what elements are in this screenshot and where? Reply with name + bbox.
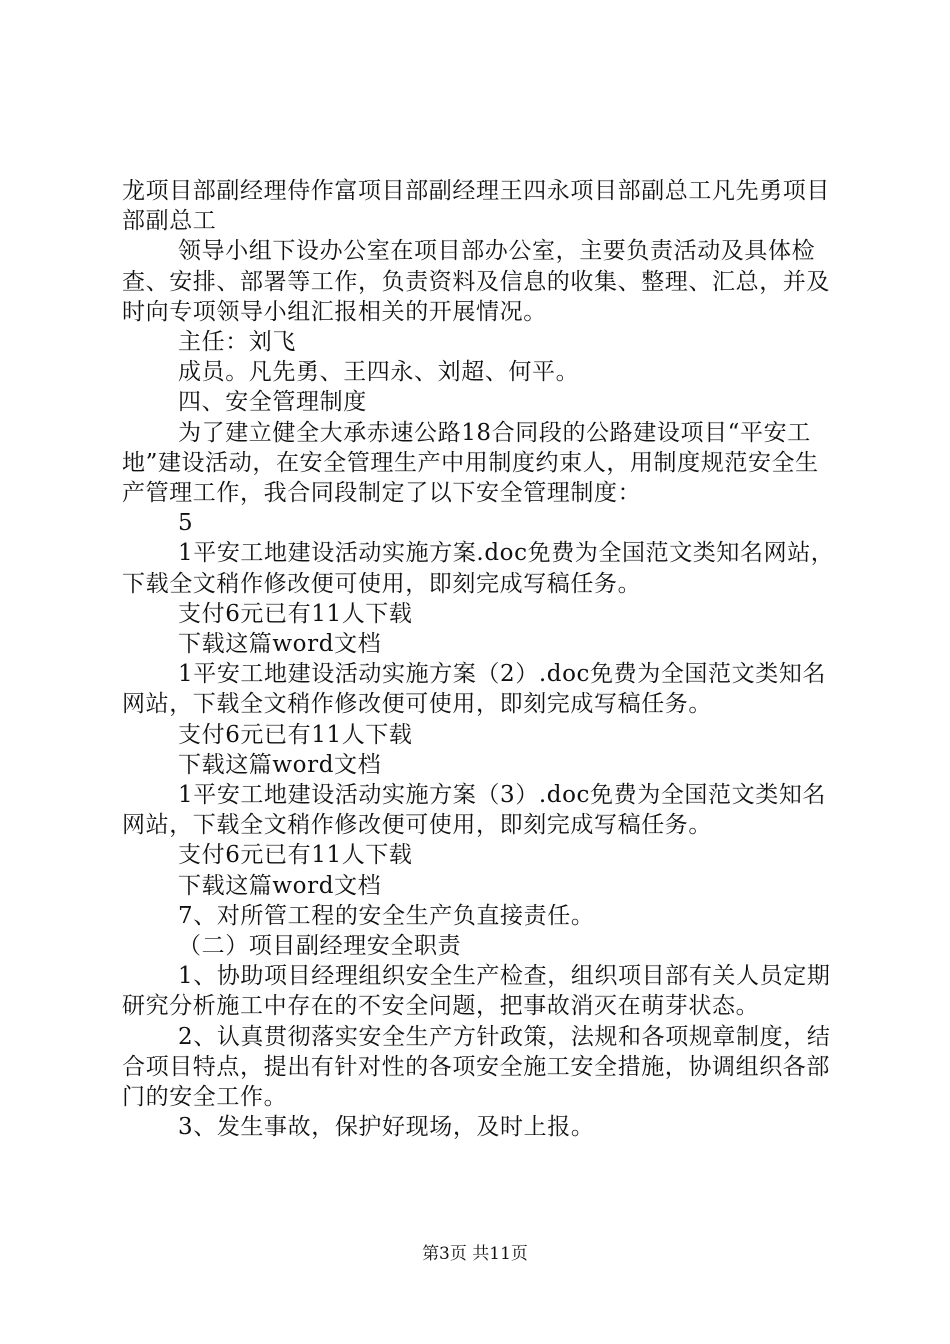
paragraph-19: 2、认真贯彻落实安全生产方针政策，法规和各项规章制度，结合项目特点，提出有针对性的各项安全施工安全措施，协调组织各部门的安全工作。 [122, 1023, 831, 1111]
page-footer: 第3页 共11页 [422, 1244, 528, 1264]
download-link-2[interactable]: 下载这篇word文档 [178, 751, 382, 778]
paragraph-1: 领导小组下设办公室在项目部办公室，主要负责活动及具体检查、安排、部署等工作，负责资料及信息的收集、整理、汇总，并及时向专项领导小组汇报相关的开展情况。 [122, 238, 830, 325]
paragraph-8: 支付6元已有11人下载 [178, 600, 413, 627]
download-link-3[interactable]: 下载这篇word文档 [178, 872, 382, 899]
paragraph-5: 为了建立健全大承赤速公路18合同段的公路建设项目“平安工地”建设活动，在安全管理生产中用制度约束人，用制度规范安全生产管理工作，我合同段制定了以下安全管理制度： [122, 419, 819, 507]
paragraph-6: 5 [178, 510, 194, 537]
download-link-1[interactable]: 下载这篇word文档 [178, 631, 382, 658]
paragraph-20: 3、发生事故，保护好现场，及时上报。 [178, 1114, 595, 1141]
paragraph-2: 主任：刘飞 [178, 329, 296, 356]
paragraph-10: 1平安工地建设活动实施方案（2）.doc免费为全国范文类知名网站，下载全文稍作修改便可使用，即刻完成写稿任务。 [122, 661, 827, 718]
paragraph-14: 支付6元已有11人下载 [178, 842, 413, 869]
paragraph-7: 1平安工地建设活动实施方案.doc免费为全国范文类知名网站，下载全文稍作修改便可使用，即刻完成写稿任务。 [122, 540, 835, 597]
paragraph-4: 四、安全管理制度 [178, 389, 367, 416]
paragraph-0: 龙项目部副经理侍作富项目部副经理王四永项目部副总工凡先勇项目部副总工 [122, 178, 830, 235]
paragraph-18: 1、协助项目经理组织安全生产检查，组织项目部有关人员定期研究分析施工中存在的不安全问题，把事故消灭在萌芽状态。 [122, 963, 831, 1020]
paragraph-13: 1平安工地建设活动实施方案（3）.doc免费为全国范文类知名网站，下载全文稍作修改便可使用，即刻完成写稿任务。 [122, 782, 827, 839]
paragraph-11: 支付6元已有11人下载 [178, 721, 413, 748]
document-body [122, 176, 842, 1143]
paragraph-16: 7、对所管工程的安全生产负直接责任。 [178, 902, 595, 929]
section-heading: （二）项目副经理安全职责 [178, 933, 462, 960]
paragraph-3: 成员。凡先勇、王四永、刘超、何平。 [178, 359, 580, 386]
